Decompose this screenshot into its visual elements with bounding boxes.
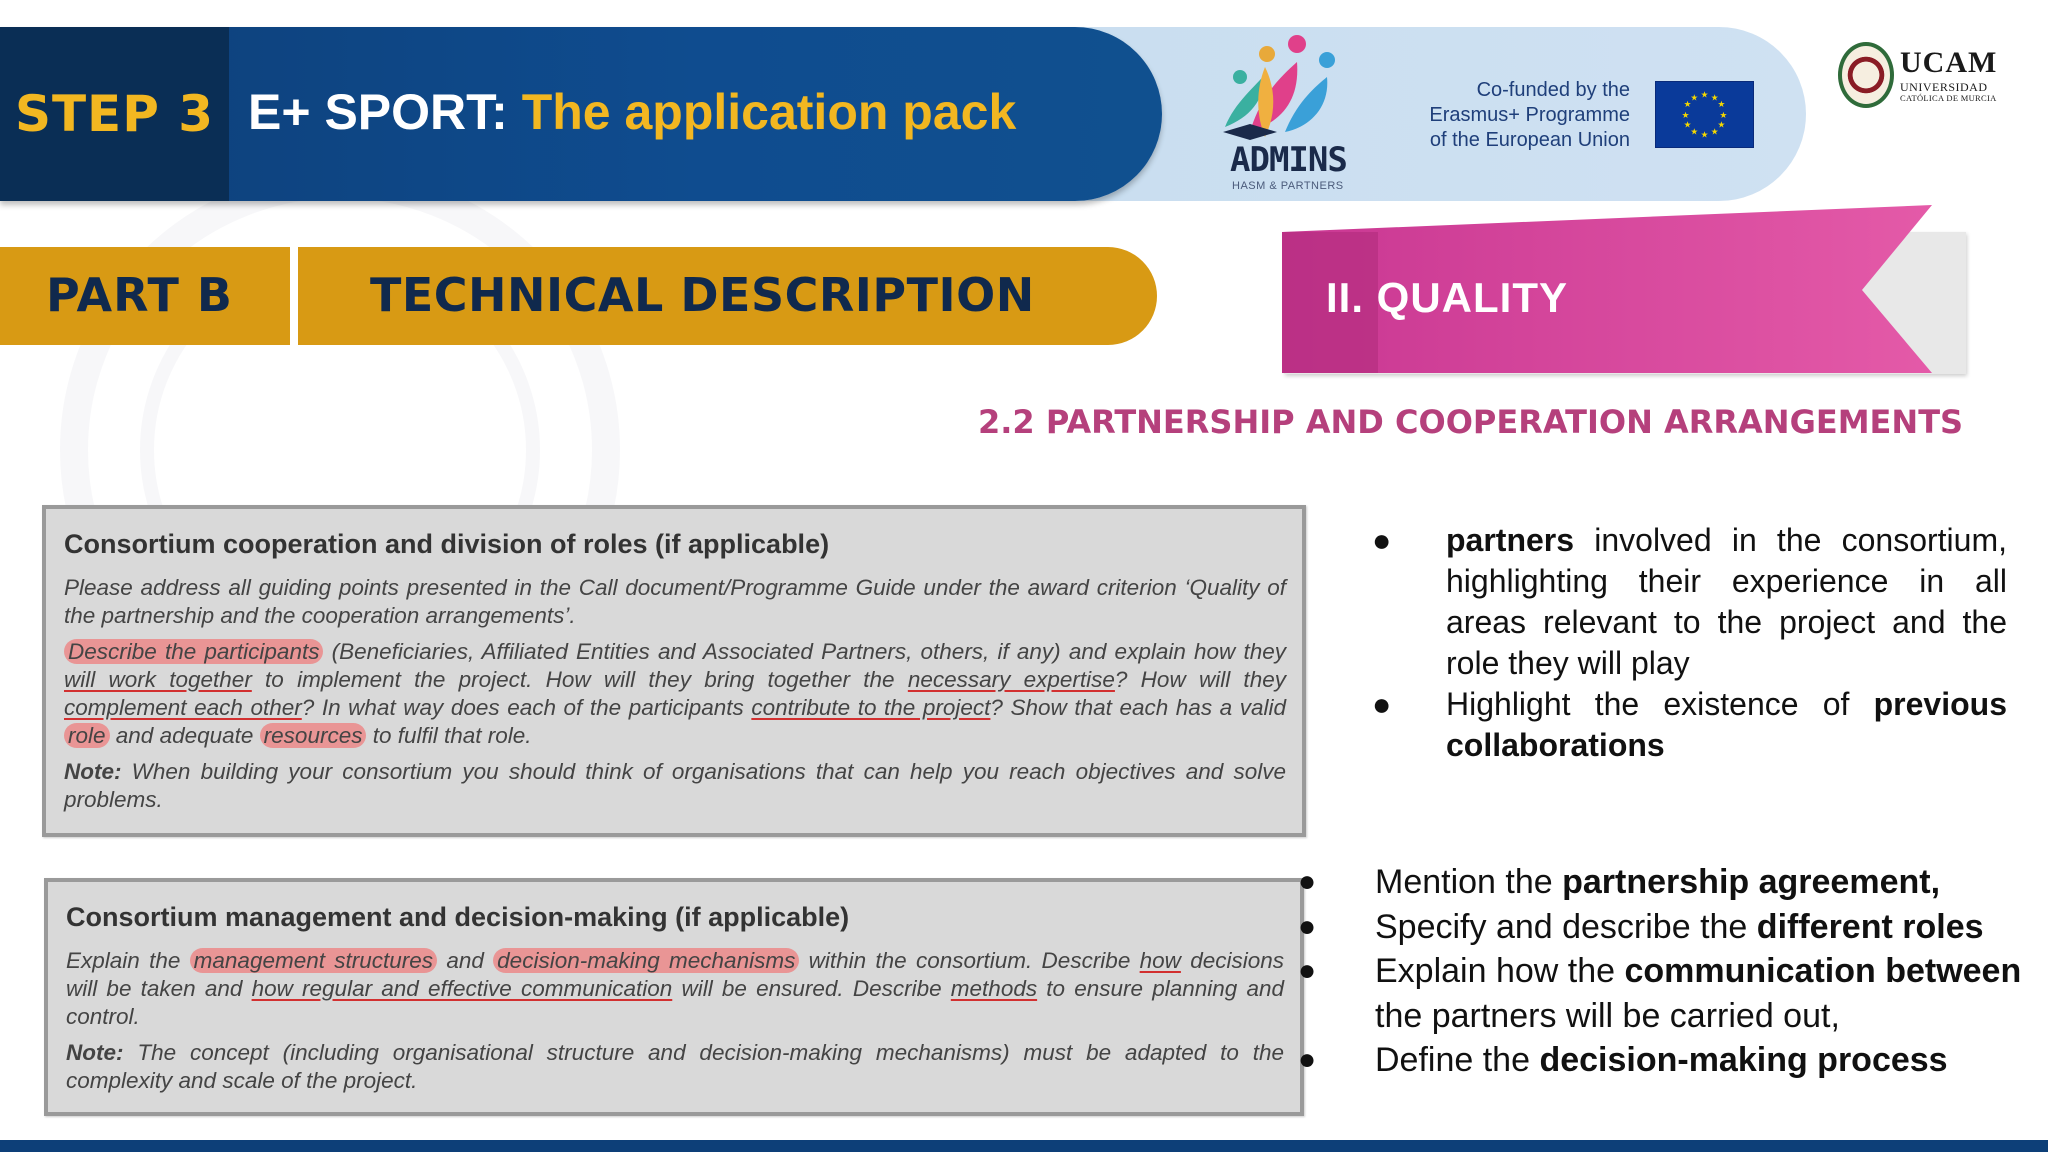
box1-note	[64, 758, 1286, 814]
note-label: Note:	[66, 1040, 124, 1065]
highlight-management-structures: management structures	[190, 948, 437, 973]
box2-text: decisions will be taken and	[66, 948, 1284, 1001]
box1-heading: Consortium cooperation and division of roles (if applicable)	[64, 529, 830, 559]
box2-heading: Consortium management and decision-making (if applicable)	[66, 902, 850, 932]
svg-text:★: ★	[1700, 130, 1709, 141]
consortium-management-box	[44, 878, 1304, 1116]
svg-text:★: ★	[1690, 127, 1699, 138]
note-label: Note:	[64, 759, 122, 784]
partb-divider	[290, 247, 298, 345]
svg-text:★: ★	[1700, 90, 1709, 101]
highlight-role: role	[64, 723, 110, 748]
step-label: STEP 3	[14, 85, 215, 143]
list-item	[1298, 905, 2038, 950]
svg-text:★: ★	[1681, 110, 1690, 121]
bullet-list-management	[1298, 860, 2038, 1083]
cofund-line1: Co-funded by the	[1476, 79, 1630, 101]
list-item	[1298, 949, 2038, 1038]
ucam-seal-icon	[1838, 42, 1894, 108]
admins-subtitle: HASM & PARTNERS	[1232, 180, 1344, 192]
underline-expertise: necessary expertise	[907, 667, 1115, 692]
box2-text: and	[437, 948, 494, 973]
underline-contribute: contribute to the project	[751, 695, 991, 720]
svg-text:★: ★	[1683, 120, 1692, 131]
svg-text:★: ★	[1683, 100, 1692, 111]
bullet-icon: ●	[1298, 954, 1317, 987]
step-box	[0, 27, 229, 201]
svg-text:★: ★	[1690, 93, 1699, 104]
underline-how: how	[1139, 948, 1181, 973]
box1-text: ? How will they	[1114, 667, 1286, 692]
eu-flag-icon	[1655, 81, 1754, 148]
box1-intro: Please address all guiding points presented in the Call document/Programme Guide under the award criterion ‘Quality of the partnership and the cooperation arrangements’.	[64, 575, 1286, 628]
header-title-prefix: E+ SPORT:	[248, 84, 508, 140]
section-subtitle: 2.2 PARTNERSHIP AND COOPERATION ARRANGEMENTS	[978, 403, 1964, 441]
highlight-decision-mechanisms: decision-making mechanisms	[493, 948, 799, 973]
highlight-resources: resources	[260, 723, 367, 748]
box2-text: will be ensured. Describe	[672, 976, 951, 1001]
bullet-bold: different roles	[1756, 907, 1984, 946]
admins-wordmark: ADMINS	[1230, 140, 1347, 180]
quality-label: II. QUALITY	[1326, 274, 1568, 321]
bullet-icon: ●	[1298, 909, 1317, 943]
box2-text: Explain the	[66, 948, 190, 973]
box1-text: and adequate	[109, 723, 260, 748]
footer-bar	[0, 1140, 2048, 1152]
cofunded-text	[1400, 78, 1630, 153]
box1-text: ? Show that each has a valid	[990, 695, 1286, 720]
note-text: The concept (including organisational structure and decision-making mechanisms) must be adapted to the complexity and scale of the project.	[66, 1040, 1284, 1093]
ucam-sub2: CATÓLICA DE MURCIA	[1900, 93, 1997, 103]
list-item	[1298, 860, 2038, 905]
box2-body	[66, 947, 1284, 1031]
bullet-text: Specify and describe the	[1375, 907, 1757, 946]
bullet-text: Mention the	[1375, 863, 1563, 901]
bullet-text: Define the	[1375, 1041, 1540, 1079]
box1-text: ? In what way does each of the participants	[301, 695, 752, 720]
bullet-text: involved in the consortium, highlighting their experience in all areas relevant to the project and the role they will play	[1446, 522, 2007, 681]
underline-communication: how regular and effective communication	[251, 976, 673, 1001]
highlight-participants: Describe the participants	[64, 639, 323, 664]
bullet-icon: ●	[1372, 522, 1392, 558]
partb-title: TECHNICAL DESCRIPTION	[370, 268, 1035, 322]
svg-text:★: ★	[1717, 120, 1726, 131]
svg-text:★: ★	[1719, 110, 1728, 121]
list-item	[1372, 520, 2007, 684]
svg-text:★: ★	[1710, 93, 1719, 104]
list-item	[1298, 1038, 2038, 1083]
box2-note	[66, 1039, 1284, 1095]
bullet-bold: partners	[1446, 522, 1575, 558]
ucam-name: UCAM	[1900, 46, 1998, 79]
ucam-sub1: UNIVERSIDAD	[1900, 80, 1988, 94]
bullet-text: the partners will be carried out,	[1375, 996, 1840, 1035]
underline-methods: methods	[950, 976, 1038, 1001]
cofund-line2: Erasmus+ Programme	[1429, 104, 1630, 126]
bullet-icon: ●	[1298, 865, 1317, 898]
consortium-cooperation-box	[42, 505, 1306, 837]
bullet-icon: ●	[1372, 686, 1392, 722]
bullet-text: Highlight the existence of	[1446, 686, 1874, 722]
box1-text: to implement the project. How will they bring together the	[251, 667, 908, 692]
partb-label: PART B	[46, 268, 233, 322]
bullet-icon: ●	[1298, 1043, 1317, 1076]
bullet-bold: decision-making process	[1539, 1041, 1948, 1079]
bullet-bold: previous collaborations	[1446, 686, 2007, 763]
note-text: When building your consortium you should think of organisations that can help you reach objectives and solve problems.	[64, 759, 1286, 812]
box1-text: to fulfil that role.	[366, 723, 532, 748]
header-title	[248, 83, 1016, 141]
underline-work-together: will work together	[64, 667, 252, 692]
box1-text: (Beneficiaries, Affiliated Entities and Associated Partners, others, if any) and explain how they	[323, 639, 1286, 664]
svg-text:★: ★	[1717, 100, 1726, 111]
header-title-accent: The application pack	[521, 84, 1017, 140]
bullet-text: Explain how the	[1375, 952, 1625, 990]
bullet-bold: partnership agreement,	[1562, 863, 1941, 901]
bullet-list-partners	[1372, 520, 2007, 766]
bullet-bold: communication between	[1624, 952, 2022, 990]
list-item	[1372, 684, 2007, 766]
underline-complement: complement each other	[64, 695, 302, 720]
svg-text:★: ★	[1710, 127, 1719, 138]
box2-text: to ensure planning and control.	[66, 976, 1285, 1029]
box2-text: within the consortium. Describe	[799, 948, 1140, 973]
box1-body	[64, 638, 1286, 750]
cofund-line3: of the European Union	[1429, 129, 1630, 151]
